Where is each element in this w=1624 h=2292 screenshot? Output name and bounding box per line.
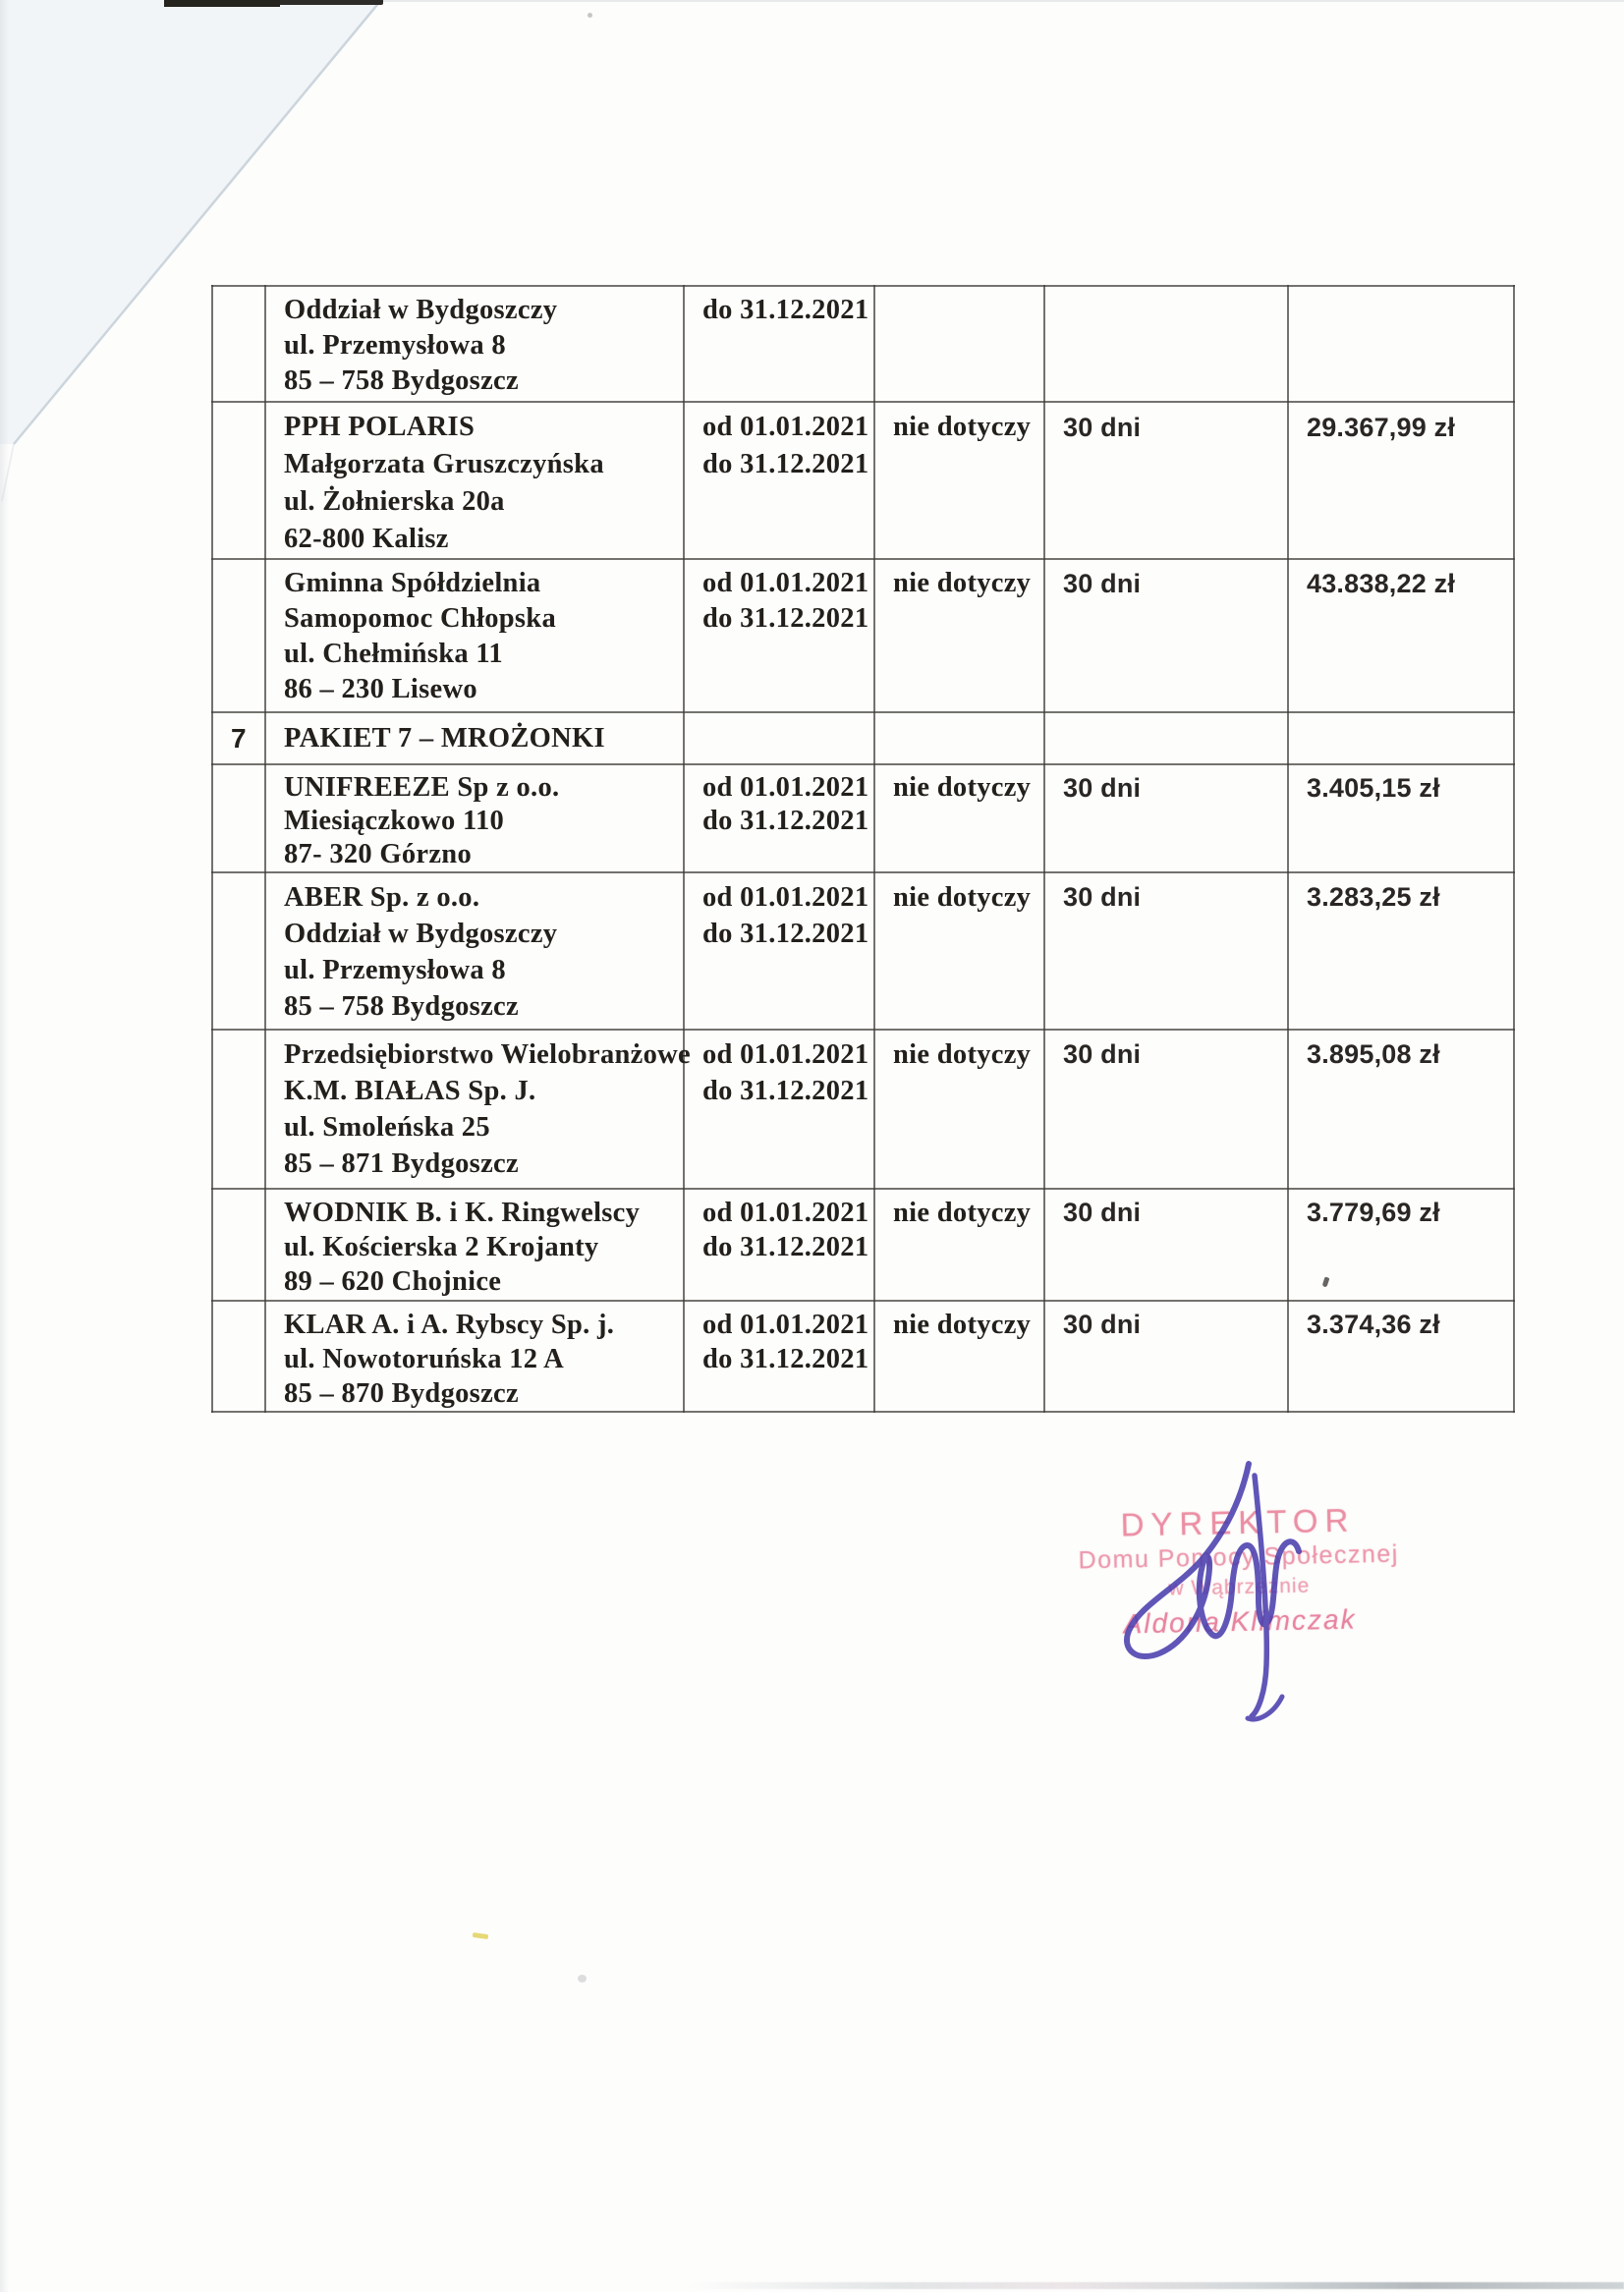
supplier-line: 85 – 758 Bydgoszcz (284, 365, 519, 396)
supplier-line: Miesiączkowo 110 (284, 806, 505, 836)
table-row (212, 764, 1514, 872)
amount-text: 3.374,36 zł (1307, 1310, 1440, 1339)
supplier-line: 85 – 758 Bydgoszcz (284, 991, 519, 1022)
applies-cell (874, 1301, 1044, 1412)
amount-cell (1288, 1301, 1514, 1412)
amount-cell (1288, 764, 1514, 872)
date-line: do 31.12.2021 (702, 603, 869, 634)
date-line: od 01.01.2021 (702, 412, 869, 442)
stamp-signer-name: Aldona Klimczak (1123, 1603, 1357, 1640)
contract-dates-cell (684, 1030, 874, 1189)
supplier-line: ul. Przemysłowa 8 (284, 955, 506, 985)
supplier-line: Oddział w Bydgoszczy (284, 919, 558, 949)
row-number-cell (212, 1301, 265, 1412)
supplier-line: Przedsiębiorstwo Wielobranżowe (284, 1039, 692, 1070)
applies-cell (874, 286, 1044, 402)
payment-term-text: 30 dni (1063, 773, 1142, 803)
supplier-cell (265, 1301, 684, 1412)
date-line: do 31.12.2021 (702, 919, 869, 949)
payment-term-text: 30 dni (1063, 569, 1142, 598)
supplier-line: ul. Chełmińska 11 (284, 639, 503, 669)
date-line: do 31.12.2021 (702, 806, 869, 836)
applies-text: nie dotyczy (893, 772, 1032, 803)
supplier-line: PAKIET 7 – MROŻONKI (284, 723, 605, 754)
applies-text: nie dotyczy (893, 1310, 1032, 1340)
payment-term-cell (1044, 402, 1288, 559)
table-row (212, 872, 1514, 1030)
scan-speck (588, 13, 592, 18)
supplier-line: 85 – 870 Bydgoszcz (284, 1378, 519, 1409)
payment-term-cell (1044, 712, 1288, 764)
payment-term-text: 30 dni (1063, 882, 1142, 912)
table-row (212, 286, 1514, 402)
payment-term-cell (1044, 1301, 1288, 1412)
contract-dates-cell (684, 1189, 874, 1301)
amount-text: 3.283,25 zł (1307, 882, 1440, 912)
supplier-line: Gminna Spółdzielnia (284, 568, 541, 598)
payment-term-text: 30 dni (1063, 413, 1142, 442)
payment-term-cell (1044, 1189, 1288, 1301)
applies-text: nie dotyczy (893, 412, 1032, 442)
supplier-line: KLAR A. i A. Rybscy Sp. j. (284, 1310, 615, 1340)
date-line: od 01.01.2021 (702, 772, 869, 803)
row-number-cell (212, 712, 265, 764)
contract-dates-cell (684, 1301, 874, 1412)
applies-cell (874, 1030, 1044, 1189)
date-line: do 31.12.2021 (702, 449, 869, 479)
scan-speck (578, 1975, 587, 1983)
supplier-line: 87- 320 Górzno (284, 839, 473, 869)
supplier-line: 86 – 230 Lisewo (284, 674, 477, 704)
supplier-cell (265, 872, 684, 1030)
supplier-line: Samopomoc Chłopska (284, 603, 556, 634)
row-number-cell (212, 559, 265, 712)
supplier-line: K.M. BIAŁAS Sp. J. (284, 1076, 536, 1106)
date-line: od 01.01.2021 (702, 1198, 869, 1228)
amount-cell (1288, 286, 1514, 402)
contracts-table (211, 285, 1515, 1413)
supplier-cell (265, 712, 684, 764)
amount-cell (1288, 712, 1514, 764)
payment-term-text: 30 dni (1063, 1198, 1142, 1227)
supplier-line: ABER Sp. z o.o. (284, 882, 480, 913)
contract-dates-cell (684, 712, 874, 764)
payment-term-cell (1044, 764, 1288, 872)
amount-cell (1288, 1189, 1514, 1301)
date-line: od 01.01.2021 (702, 1310, 869, 1340)
contract-dates-cell (684, 764, 874, 872)
supplier-line: ul. Smoleńska 25 (284, 1112, 490, 1143)
supplier-line: 85 – 871 Bydgoszcz (284, 1148, 519, 1179)
scan-left-edge-shade (0, 0, 9, 2292)
payment-term-cell (1044, 559, 1288, 712)
table-row (212, 1301, 1514, 1412)
amount-text: 3.405,15 zł (1307, 773, 1440, 803)
amount-cell (1288, 872, 1514, 1030)
row-number-cell (212, 402, 265, 559)
stamp-org-line1: Domu Pomocy Społecznej (1078, 1539, 1400, 1575)
contract-dates-cell (684, 402, 874, 559)
row-number-cell (212, 1030, 265, 1189)
date-line: do 31.12.2021 (702, 1232, 869, 1262)
row-number-cell (212, 764, 265, 872)
supplier-cell (265, 764, 684, 872)
contract-dates-cell (684, 872, 874, 1030)
row-number: 7 (231, 723, 247, 754)
contract-dates-cell (684, 559, 874, 712)
date-line: do 31.12.2021 (702, 295, 869, 325)
table-row (212, 1030, 1514, 1189)
supplier-line: UNIFREEZE Sp z o.o. (284, 772, 560, 803)
applies-cell (874, 712, 1044, 764)
stamp-title: DYREKTOR (1120, 1501, 1356, 1543)
applies-cell (874, 872, 1044, 1030)
date-line: od 01.01.2021 (702, 1039, 869, 1070)
date-line: od 01.01.2021 (702, 882, 869, 913)
supplier-line: 89 – 620 Chojnice (284, 1266, 502, 1297)
table-row (212, 402, 1514, 559)
amount-cell (1288, 1030, 1514, 1189)
applies-cell (874, 402, 1044, 559)
applies-cell (874, 764, 1044, 872)
supplier-cell (265, 286, 684, 402)
applies-text: nie dotyczy (893, 568, 1032, 598)
applies-cell (874, 1189, 1044, 1301)
supplier-line: ul. Nowotoruńska 12 A (284, 1344, 565, 1374)
supplier-line: WODNIK B. i K. Ringwelscy (284, 1198, 641, 1228)
row-number-cell (212, 286, 265, 402)
row-number-cell (212, 1189, 265, 1301)
date-line: do 31.12.2021 (702, 1076, 869, 1106)
row-number-cell (212, 872, 265, 1030)
applies-text: nie dotyczy (893, 1198, 1032, 1228)
supplier-line: ul. Kościerska 2 Krojanty (284, 1232, 599, 1262)
applies-text: nie dotyczy (893, 882, 1032, 913)
payment-term-cell (1044, 1030, 1288, 1189)
payment-term-cell (1044, 286, 1288, 402)
date-line: do 31.12.2021 (702, 1344, 869, 1374)
amount-text: 3.895,08 zł (1307, 1039, 1440, 1069)
supplier-line: Oddział w Bydgoszczy (284, 295, 558, 325)
scan-bottom-edge-streak (688, 2282, 1624, 2289)
applies-cell (874, 559, 1044, 712)
amount-cell (1288, 402, 1514, 559)
payment-term-cell (1044, 872, 1288, 1030)
payment-term-text: 30 dni (1063, 1039, 1142, 1069)
supplier-cell (265, 1189, 684, 1301)
table-row (212, 559, 1514, 712)
amount-cell (1288, 559, 1514, 712)
supplier-line: Małgorzata Gruszczyńska (284, 449, 604, 479)
supplier-cell (265, 402, 684, 559)
scan-top-edge-line (383, 0, 1624, 2)
amount-text: 3.779,69 zł (1307, 1198, 1440, 1227)
scan-top-bar-thick-artifact (164, 0, 280, 7)
payment-term-text: 30 dni (1063, 1310, 1142, 1339)
stamp-org-line2: w Wąbrzeźnie (1168, 1574, 1311, 1600)
supplier-cell (265, 1030, 692, 1189)
amount-text: 29.367,99 zł (1307, 413, 1456, 442)
supplier-line: ul. Żołnierska 20a (284, 486, 505, 517)
contract-dates-cell (684, 286, 874, 402)
date-line: od 01.01.2021 (702, 568, 869, 598)
supplier-line: 62-800 Kalisz (284, 524, 449, 554)
supplier-cell (265, 559, 684, 712)
amount-text: 43.838,22 zł (1307, 569, 1456, 598)
supplier-line: ul. Przemysłowa 8 (284, 330, 506, 361)
supplier-line: PPH POLARIS (284, 412, 476, 442)
table-row (212, 1189, 1514, 1301)
table-row (212, 712, 1514, 764)
applies-text: nie dotyczy (893, 1039, 1032, 1070)
